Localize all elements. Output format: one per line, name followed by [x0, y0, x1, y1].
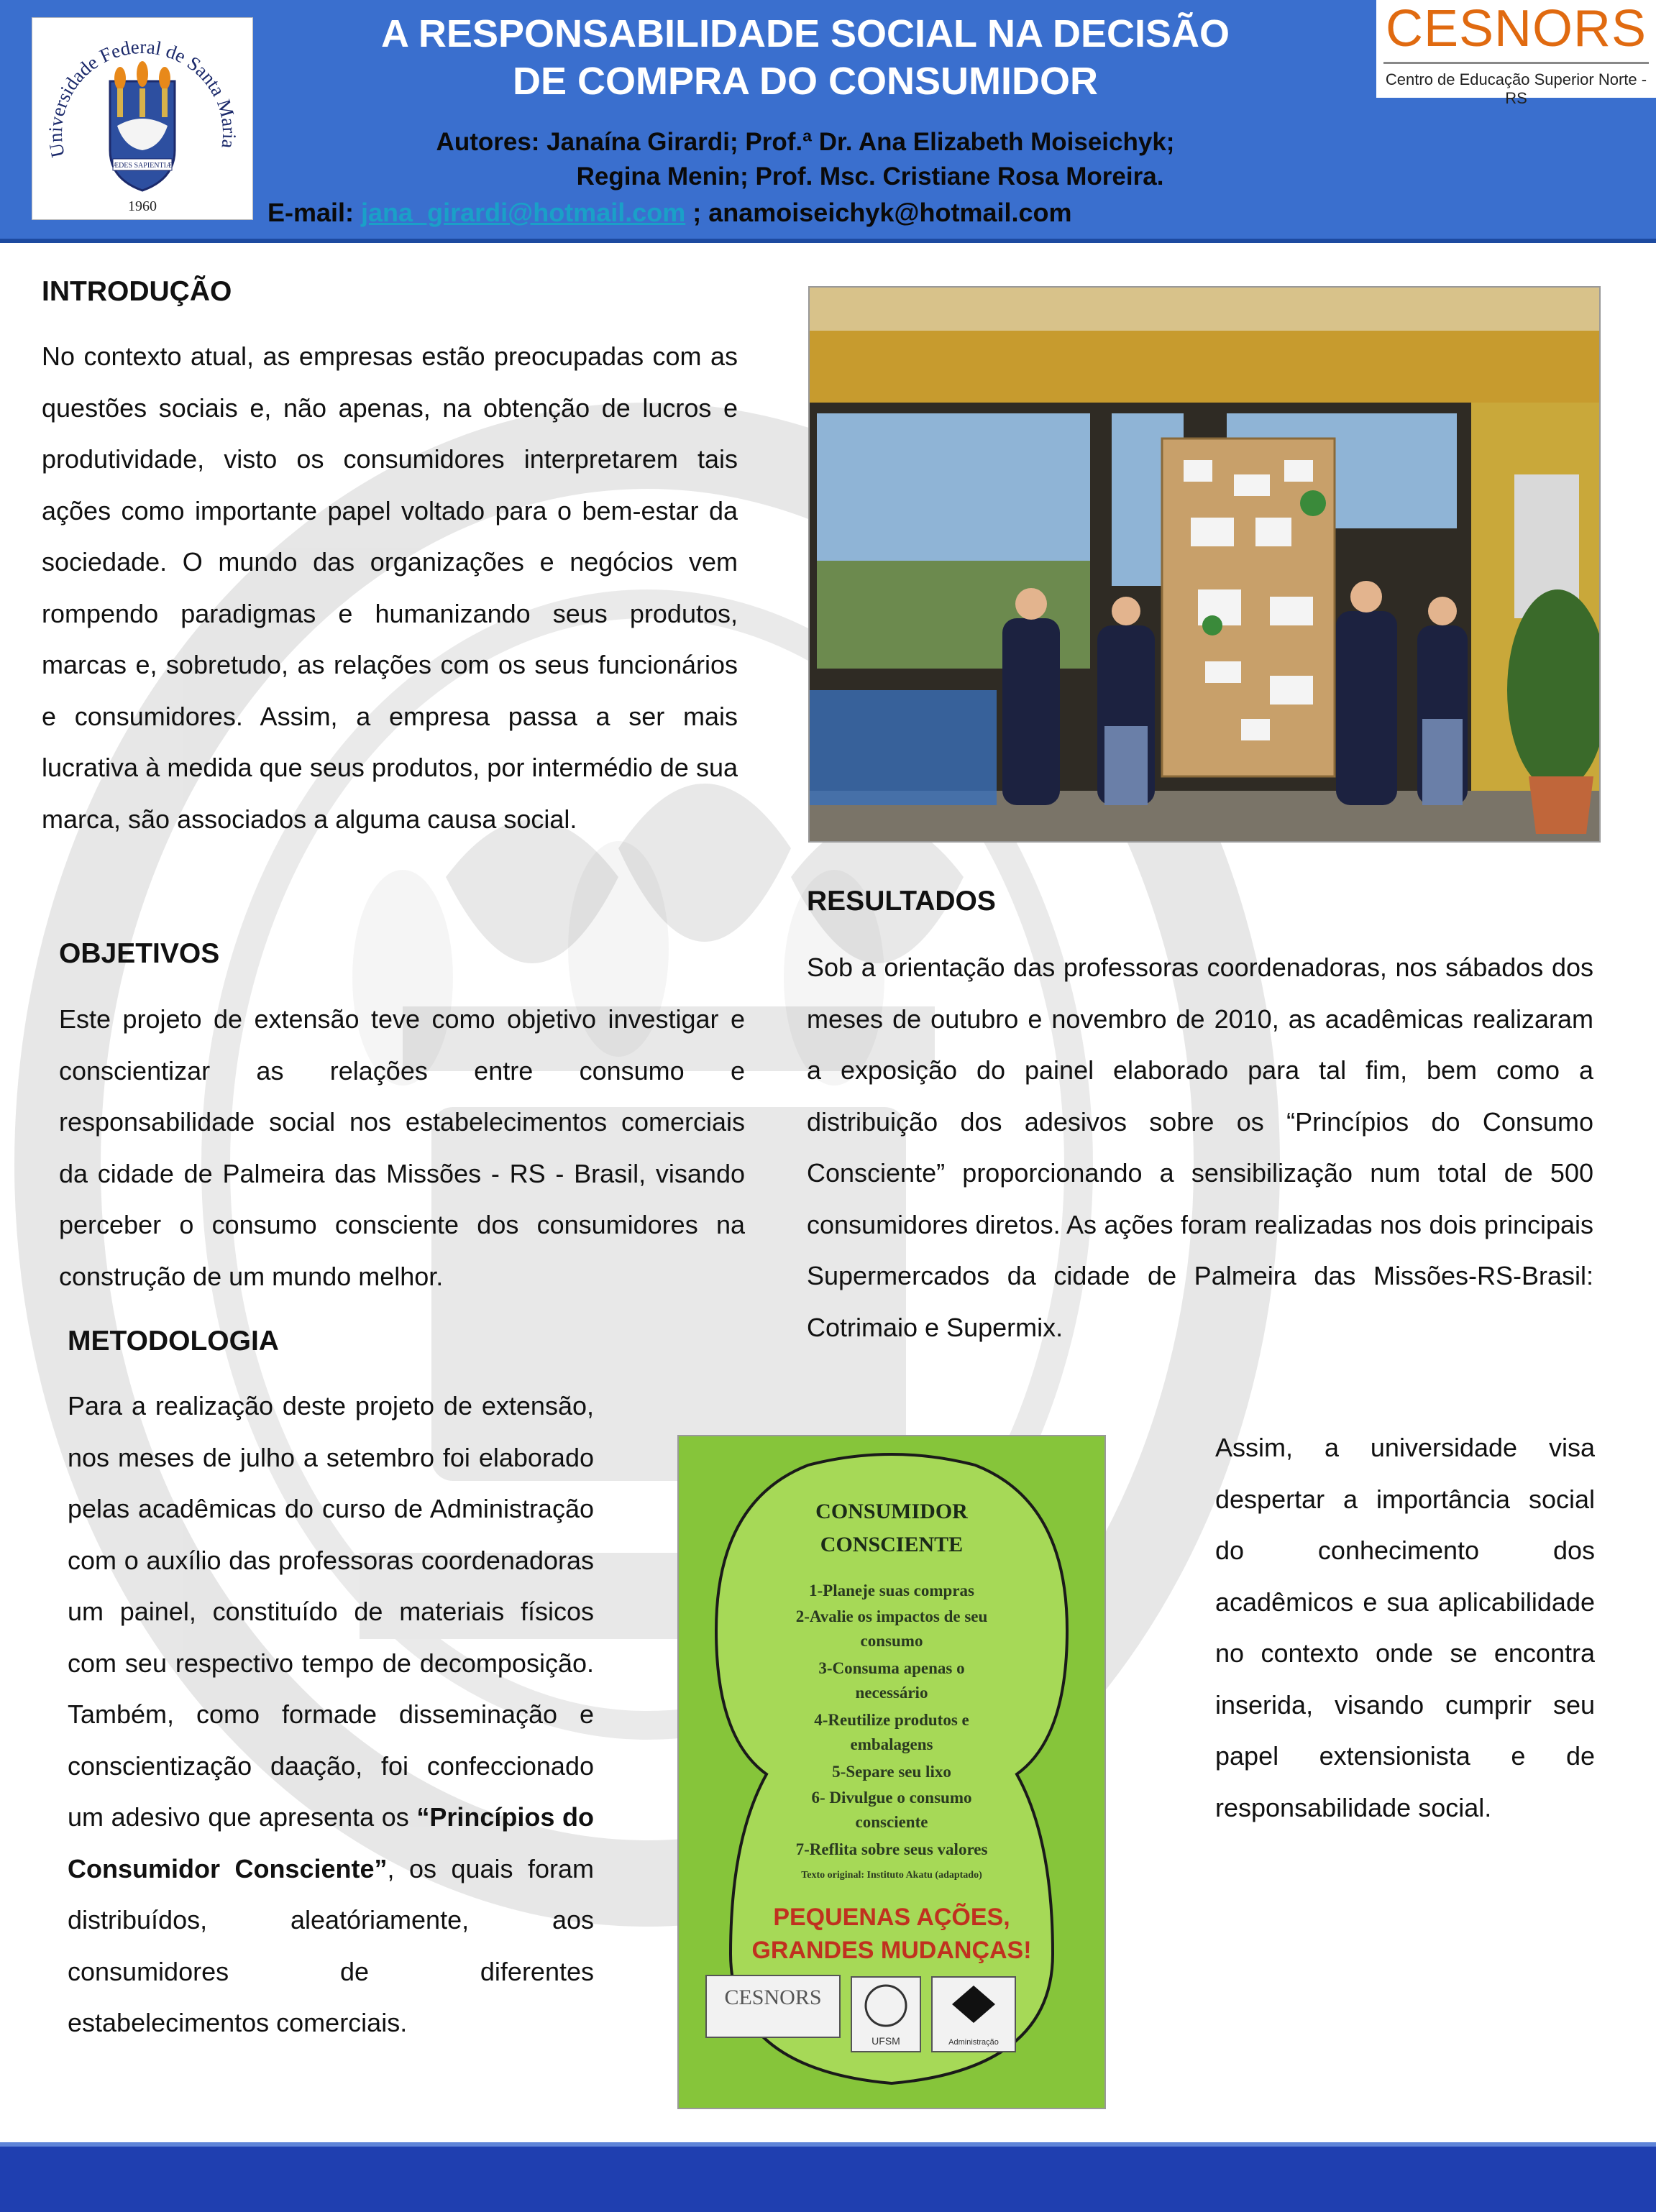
introducao-heading: INTRODUÇÃO: [42, 276, 232, 307]
objetivos-heading: OBJETIVOS: [59, 938, 220, 969]
sticker-item-6: 6- Divulgue o consumo: [811, 1789, 972, 1807]
sticker-logo-cesnors: CESNORS: [724, 1986, 822, 2009]
sticker-item-6b: consciente: [855, 1813, 928, 1831]
poster-header: [0, 0, 1656, 243]
objetivos-text: Este projeto de extensão teve como objetivo investigar e conscientizar as relações entre consumo e responsabilidade social nos estabelecimentos comerciais da cidade de Palmeira das Missões - RS - Brasil, visando perceber o consumo consciente dos consumidores na construção de um mundo melhor.: [59, 1004, 745, 1291]
metodologia-text-after: , os quais foram distribuídos, aleatóriamente, aos consumidores de diferentes estabelecimentos comerciais.: [68, 1853, 594, 2037]
authors-line-2: Regina Menin; Prof. Msc. Cristiane Rosa Moreira.: [576, 162, 1164, 191]
resultados-text-2: Assim, a universidade visa despertar a importância social do conhecimento dos acadêmicos e sua aplicabilidade no contexto onde se encontra inserida, visando cumprir seu papel extensionista e de responsabilidade social.: [1215, 1433, 1595, 1822]
sticker-source: Texto original: Instituto Akatu (adaptado): [801, 1870, 982, 1881]
title-line-1: A RESPONSABILIDADE SOCIAL NA DECISÃO: [380, 12, 1230, 55]
sticker-item-1: 1-Planeje suas compras: [809, 1582, 974, 1600]
ufsm-year: 1960: [128, 198, 157, 214]
cesnors-divider: [1383, 62, 1649, 64]
email-label: E-mail:: [267, 198, 362, 227]
metodologia-text-bold: “Princípios do Consumidor Consciente”: [68, 1802, 594, 1883]
authors-line-1: Autores: Janaína Girardi; Prof.ª Dr. Ana Elizabeth Moiseichyk;: [436, 128, 1175, 156]
sticker-item-4b: embalagens: [850, 1735, 933, 1753]
email-line: [267, 196, 1274, 230]
cesnors-subtitle: Centro de Educação Superior Norte - RS: [1385, 70, 1647, 107]
sticker-item-5: 5-Separe seu lixo: [832, 1763, 951, 1781]
sticker-logo-ufsm: UFSM: [872, 2035, 900, 2047]
ufsm-arc-text: Universidade Federal de Santa Maria: [44, 35, 241, 160]
sticker-item-2b: consumo: [860, 1632, 923, 1650]
sticker-title-2: CONSCIENTE: [820, 1533, 964, 1556]
sticker-logo-adm: Administração: [948, 2038, 999, 2047]
introducao-text: No contexto atual, as empresas estão preocupadas com as questões sociais e, não apenas, na obtenção de lucros e produtividade, visto os consumidores interpretarem tais ações como importante papel voltado para o bem-estar da sociedade. O mundo das organizações e negócios vem rompendo paradigmas e humanizando seus produtos, marcas e, sobretudo, as relações com os seus funcionários e consumidores. Assim, a empresa passa a ser mais lucrativa à medida que seus produtos, por intermédio de sua marca, são associados a alguma causa social.: [42, 341, 738, 834]
exhibition-photo: [808, 286, 1601, 843]
email-link[interactable]: jana_girardi@hotmail.com: [361, 198, 686, 227]
cesnors-logo: [1376, 0, 1656, 107]
poster-title: [316, 10, 1294, 105]
consumidor-consciente-sticker: [677, 1435, 1106, 2109]
ufsm-motto: ÆDES SAPIENTIÆ: [112, 162, 173, 170]
email-rest: ; anamoiseichyk@hotmail.com: [685, 198, 1072, 227]
authors-block: [309, 125, 1302, 194]
ufsm-seal-icon: [32, 18, 252, 219]
sticker-item-2: 2-Avalie os impactos de seu: [795, 1607, 988, 1625]
sticker-item-3: 3-Consuma apenas o: [818, 1659, 965, 1677]
sticker-slogan-1: PEQUENAS AÇÕES,: [773, 1904, 1010, 1931]
cesnors-wordmark: CESNORS: [1385, 0, 1647, 58]
sticker-slogan-2: GRANDES MUDANÇAS!: [751, 1937, 1032, 1964]
poster-footer: [0, 2142, 1656, 2212]
ufsm-logo: [32, 17, 253, 220]
title-line-2: DE COMPRA DO CONSUMIDOR: [512, 60, 1098, 103]
sticker-item-4: 4-Reutilize produtos e: [814, 1711, 969, 1729]
sticker-item-7: 7-Reflita sobre seus valores: [795, 1840, 988, 1858]
sticker-title-1: CONSUMIDOR: [815, 1500, 968, 1523]
metodologia-heading: METODOLOGIA: [68, 1326, 279, 1357]
metodologia-text-before: Para a realização deste projeto de extensão, nos meses de julho a setembro foi elaborado pelas acadêmicas do curso de Administração com o auxílio das professoras coordenadoras um painel, constituído de materiais físicos com seu respectivo tempo de decomposição. Também, como formade disseminação e conscientização daação, foi confeccionado um adesivo que apresenta os: [68, 1391, 594, 1832]
resultados-text: Sob a orientação das professoras coordenadoras, nos sábados dos meses de outubro e novembro de 2010, as acadêmicas realizaram a exposição do painel elaborado para tal fim, bem como a distribuição dos adesivos sobre os “Princípios do Consumo Consciente” proporcionando a sensibilização num total de 500 consumidores diretos. As ações foram realizadas nos dois principais Supermercados da cidade de Palmeira das Missões-RS-Brasil: Cotrimaio e Supermix.: [807, 953, 1593, 1342]
metodologia-text: [68, 1380, 594, 2049]
sticker-item-3b: necessário: [855, 1684, 928, 1702]
resultados-heading: RESULTADOS: [807, 886, 996, 917]
